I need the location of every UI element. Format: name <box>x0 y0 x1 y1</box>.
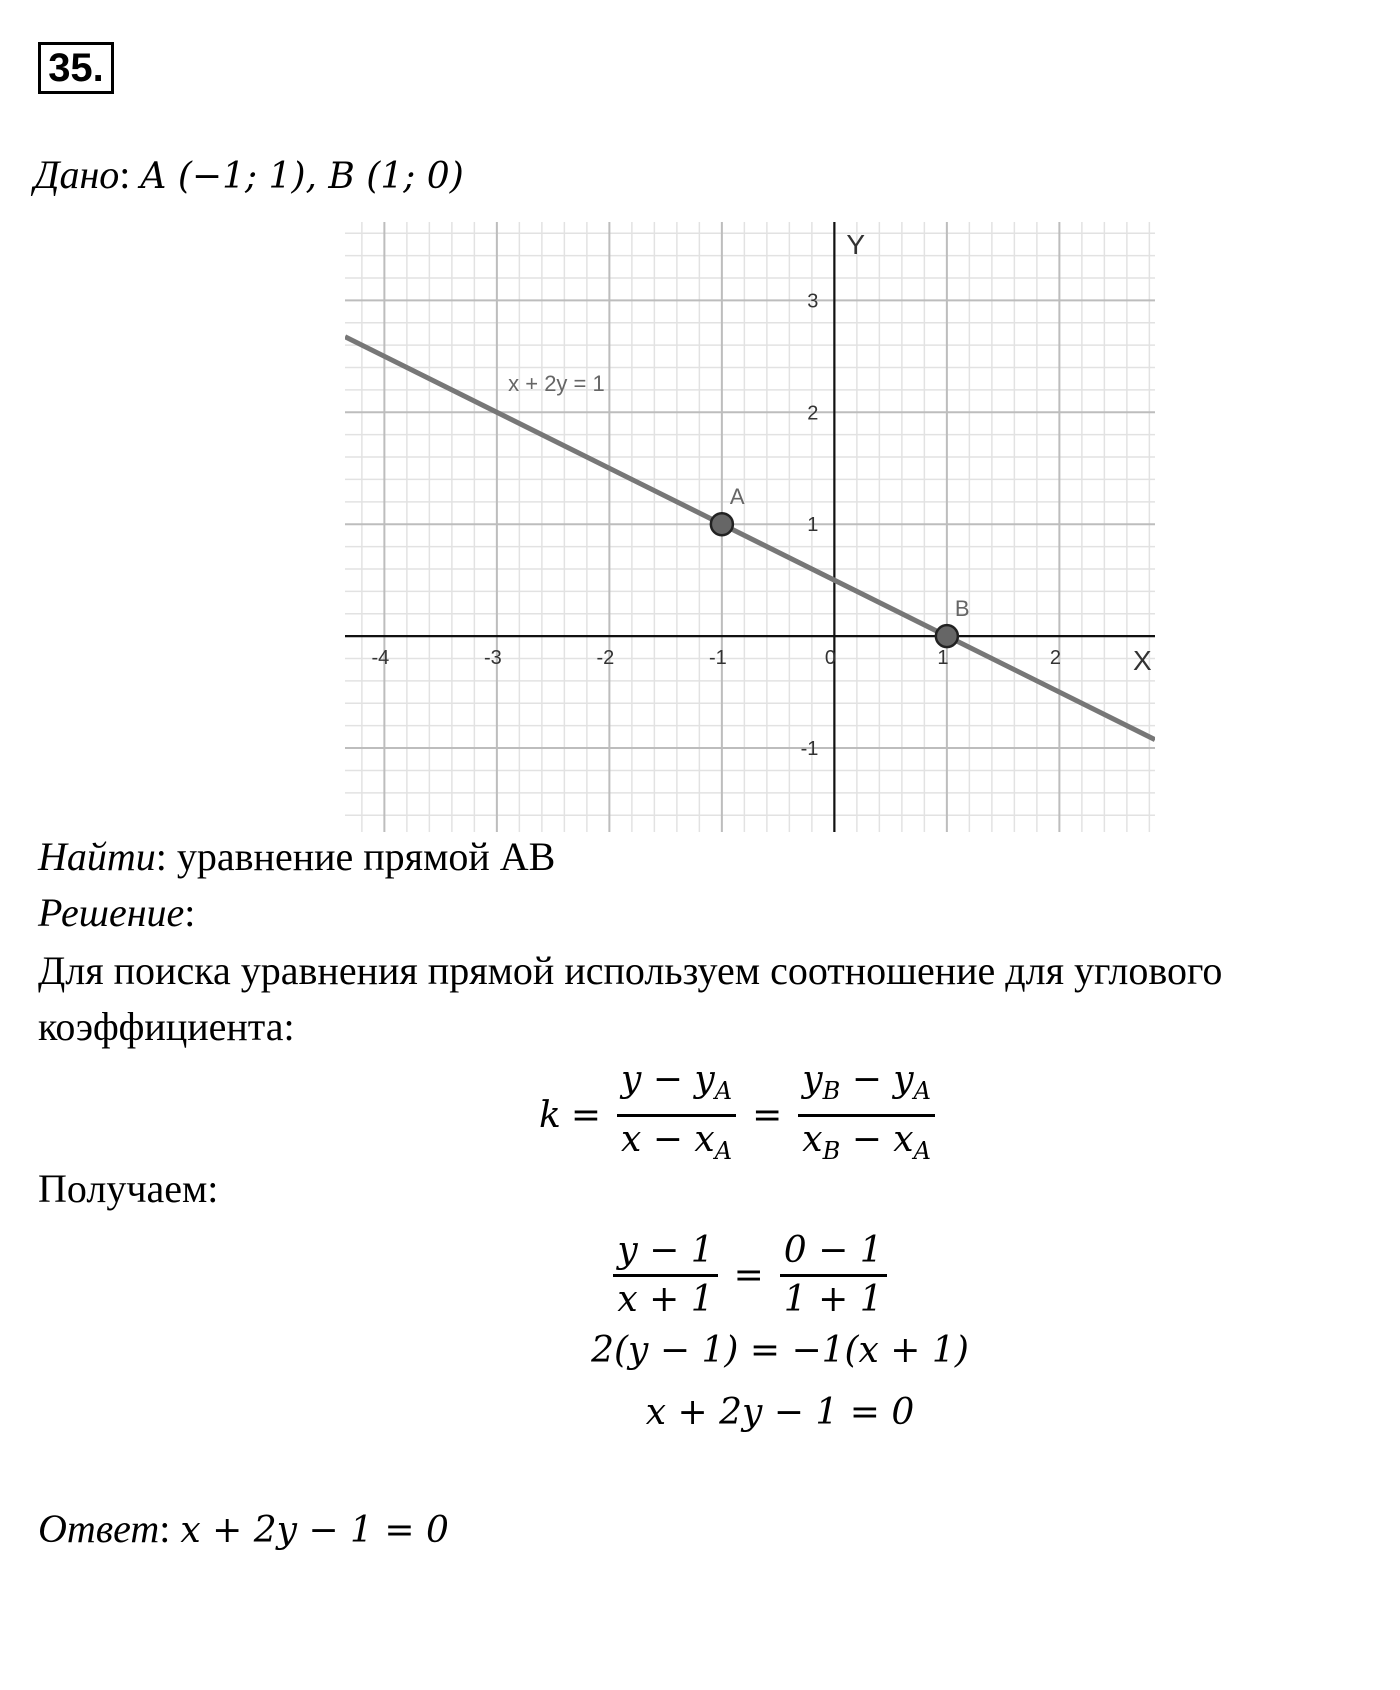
y-axis-label: Y <box>846 229 866 260</box>
y-tick-label: 1 <box>807 514 819 537</box>
line-ab <box>345 337 1155 740</box>
answer-text: x + 2y − 1 = 0 <box>180 1510 449 1551</box>
formula-fraction-2 <box>798 1057 935 1174</box>
f2-num-a: y <box>802 1058 823 1100</box>
f2-den-b: − x <box>840 1118 914 1160</box>
step-fraction-1-numerator: y − 1 <box>613 1228 717 1277</box>
x-tick-label: 2 <box>1049 647 1061 670</box>
answer-label: Ответ <box>38 1506 160 1551</box>
solution-line: Решение: <box>38 890 196 935</box>
x-axis-label: X <box>1133 645 1152 677</box>
point-label-a: A <box>729 484 745 510</box>
paragraph-line-1: Для поиска уравнения прямой используем соотношение для углового <box>38 948 1223 993</box>
find-text: уравнение прямой AB <box>176 834 556 879</box>
f1-den-text: x − x <box>621 1118 715 1160</box>
fraction-1-numerator <box>617 1057 736 1117</box>
given-label: Дано <box>34 152 120 197</box>
formula-fraction-1 <box>617 1057 736 1174</box>
x-tick-label: 0 <box>824 647 836 670</box>
fraction-2-denominator <box>798 1117 935 1174</box>
x-tick-label: 1 <box>937 647 949 670</box>
find-line: Найти: уравнение прямой AB <box>38 834 556 879</box>
given-line: Дано: A (−1; 1), B (1; 0) <box>34 152 464 197</box>
formula-k: k <box>539 1094 561 1136</box>
x-tick-label: -3 <box>483 647 502 670</box>
f2-num-b-sub: A <box>913 1076 931 1105</box>
obtain-label: Получаем: <box>38 1166 219 1211</box>
step-fraction-2 <box>780 1228 887 1323</box>
y-tick-label: 3 <box>807 290 819 313</box>
step-fraction-1 <box>613 1228 717 1323</box>
f2-num-b: − y <box>840 1058 914 1100</box>
x-tick-label: -1 <box>708 647 727 670</box>
f1-num-text: y − y <box>621 1058 715 1100</box>
line-equation-label: x + 2y = 1 <box>508 371 605 397</box>
point-b <box>936 625 958 647</box>
step-fraction-2-denominator: 1 + 1 <box>783 1278 883 1320</box>
formula-eq-1: = <box>570 1094 602 1136</box>
step-1-equation <box>600 1222 900 1328</box>
step-eq: = <box>733 1254 764 1296</box>
f1-den-sub: A <box>714 1136 733 1165</box>
slope-formula <box>540 1060 940 1170</box>
given-text: A (−1; 1), B (1; 0) <box>140 156 464 197</box>
f1-num-sub: A <box>714 1076 733 1105</box>
f2-den-a-sub: B <box>822 1136 841 1165</box>
solution-label: Решение <box>38 890 185 935</box>
y-tick-label: -1 <box>800 738 819 761</box>
fraction-2-numerator <box>798 1057 935 1117</box>
y-tick-label: 2 <box>807 402 819 425</box>
f2-num-a-sub: B <box>822 1076 841 1105</box>
step-fraction-1-denominator: x + 1 <box>617 1278 714 1320</box>
f2-den-a: x <box>802 1118 823 1160</box>
point-a <box>711 513 733 535</box>
formula-eq-2: = <box>752 1094 783 1136</box>
answer-line: Ответ: x + 2y − 1 = 0 <box>38 1506 449 1551</box>
coordinate-graph <box>345 222 1155 832</box>
problem-number: 35. <box>38 42 114 94</box>
x-tick-label: -4 <box>371 647 390 670</box>
point-label-b: B <box>954 596 970 622</box>
f2-den-b-sub: A <box>913 1136 931 1165</box>
step-3-equation: x + 2y − 1 = 0 <box>645 1392 915 1433</box>
find-label: Найти <box>38 834 156 879</box>
fraction-1-denominator <box>617 1117 736 1174</box>
x-tick-label: -2 <box>596 647 615 670</box>
paragraph-line-2: коэффициента: <box>38 1004 295 1049</box>
step-fraction-2-numerator: 0 − 1 <box>780 1228 887 1277</box>
step-2-equation: 2(y − 1) = −1(x + 1) <box>591 1330 969 1371</box>
